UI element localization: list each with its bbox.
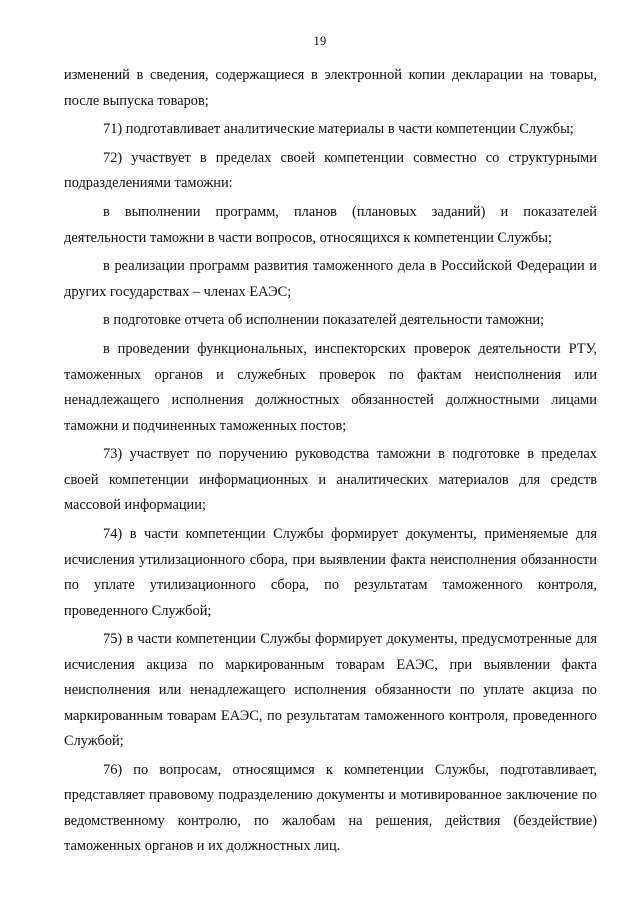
paragraph-item-72: 72) участвует в пределах своей компетенции совместно со структурными подразделениями таможни: (64, 149, 597, 192)
document-body (64, 63, 597, 863)
paragraph-sub-programs: в выполнении программ, планов (плановых заданий) и показателей деятельности таможни в части вопросов, относящихся к компетенции Службы; (64, 204, 597, 246)
page-number: 19 (313, 34, 327, 48)
paragraph-sub-report: в подготовке отчета об исполнении показателей деятельности таможни; (103, 312, 545, 329)
paragraph-continuation: изменений в сведения, содержащиеся в электронной копии декларации на товары, после выпуска товаров; (64, 67, 597, 109)
paragraph-sub-inspections: в проведении функциональных, инспекторских проверок деятельности РТУ, таможенных органов и служебных проверок по фактам неисполнения или ненадлежащего исполнения должностных обязанностей должностными лицами таможни и подчиненных таможенных постов; (64, 341, 597, 434)
paragraph-sub-customs-development: в реализации программ развития таможенного дела в Российской Федерации и других государствах – членах ЕАЭС; (64, 258, 597, 300)
paragraph-item-74: 74) в части компетенции Службы формирует документы, применяемые для исчисления утилизационного сбора, при выявлении факта неисполнения обязанности по уплате утилизационного сбора, по результатам таможенного контроля, проведенного Службой; (64, 526, 597, 619)
paragraph-item-73: 73) участвует по поручению руководства таможни в подготовке в пределах своей компетенции информационных и аналитических материалов для средств массовой информации; (64, 446, 597, 514)
paragraph-item-71: 71) подготавливает аналитические материалы в части компетенции Службы; (103, 121, 574, 138)
paragraph-item-76: 76) по вопросам, относящимся к компетенции Службы, подготавливает, представляет правовому подразделению документы и мотивированное заключение по ведомственному контролю, по жалобам на решения, действия (бездействие) таможенных органов и их должностных лиц. (64, 761, 597, 855)
paragraph-item-75: 75) в части компетенции Службы формирует документы, предусмотренные для исчисления акциза по маркированным товарам ЕАЭС, при выявлении факта неисполнения или ненадлежащего исполнения обязанности по уплате акциза по маркированным товарам ЕАЭС, по результатам таможенного контроля, проведенного Службой; (64, 631, 597, 750)
